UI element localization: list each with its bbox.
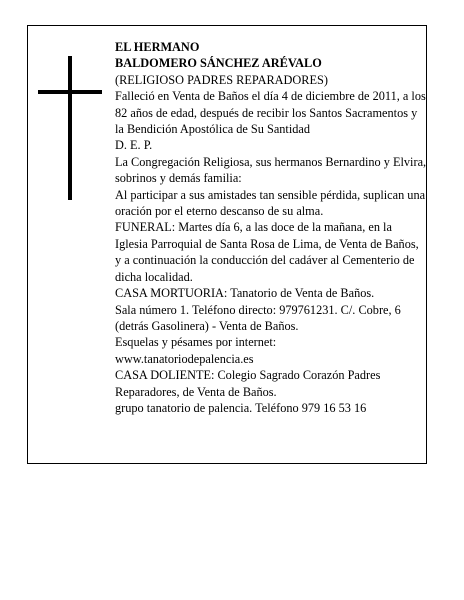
rip-line: D. E. P.: [115, 138, 153, 153]
condolences-label: Esquelas y pésames por internet:: [115, 335, 277, 350]
mourners: La Congregación Religiosa, sus hermanos Bernardino y Elvira, sobrinos y demás familia:: [115, 154, 427, 186]
relation-heading: EL HERMANO: [115, 40, 200, 54]
cross-vertical-bar: [68, 56, 72, 200]
notice-text: [115, 39, 427, 416]
obituary-notice: [27, 25, 427, 464]
cross-icon: [38, 56, 102, 200]
deceased-name: BALDOMERO SÁNCHEZ ARÉVALO: [115, 56, 322, 71]
footer-line: grupo tanatorio de palencia. Teléfono 979 16 53 16: [115, 400, 367, 415]
mortuary-details: Sala número 1. Teléfono directo: 979761231. C/. Cobre, 6 (detrás Gasolinera) - Venta de Baños.: [115, 302, 401, 333]
mortuary-line: CASA MORTUORIA: Tanatorio de Venta de Baños.: [115, 286, 375, 301]
affiliation: (RELIGIOSO PADRES REPARADORES): [115, 72, 328, 87]
condolences-url: www.tanatoriodepalencia.es: [115, 351, 254, 366]
cross-horizontal-bar: [38, 90, 102, 94]
funeral-details: FUNERAL: Martes día 6, a las doce de la mañana, en la Iglesia Parroquial de Santa Rosa de Lima, de Venta de Baños, y a continuación la conducción del cadáver al Cementerio de dicha localidad.: [115, 220, 419, 284]
death-statement: Falleció en Venta de Baños el día 4 de diciembre de 2011, a los 82 años de edad, después de recibir los Santos Sacramentos y la Bendición Apostólica de Su Santidad: [115, 89, 426, 137]
mourning-house: CASA DOLIENTE: Colegio Sagrado Corazón Padres Reparadores, de Venta de Baños.: [115, 368, 381, 399]
prayer-request: Al participar a sus amistades tan sensible pérdida, suplican una oración por el eterno descanso de su alma.: [115, 187, 426, 219]
